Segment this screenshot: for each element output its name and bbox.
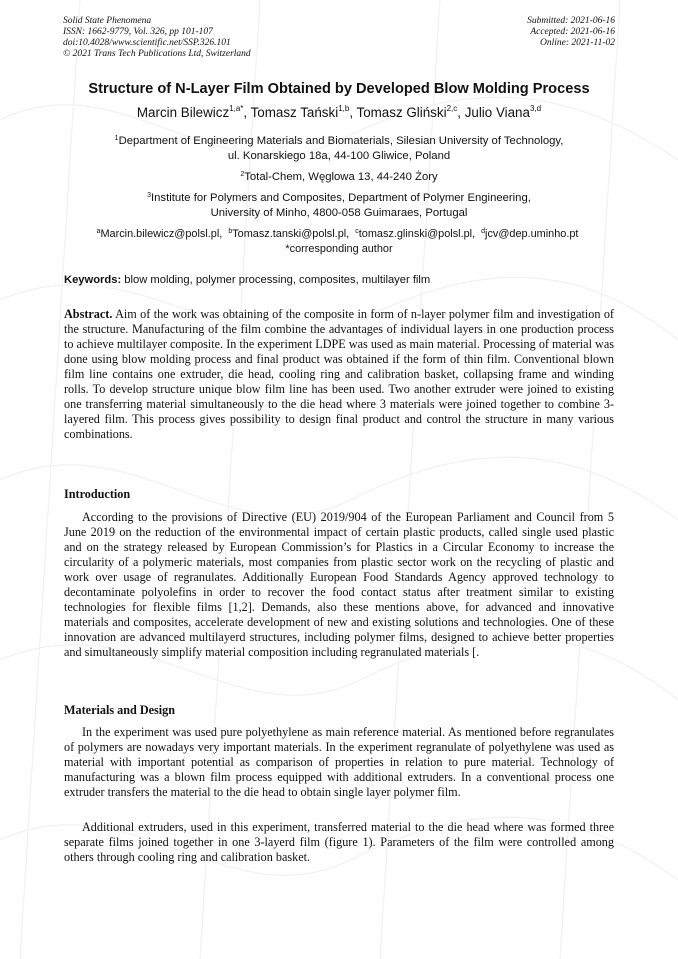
affiliation-text: Institute for Polymers and Composites, Department of Polymer Engineering, <box>151 192 531 204</box>
author-sep: , <box>243 105 251 120</box>
keywords <box>64 274 430 286</box>
affiliation-text: Total-Chem, Węglowa 13, 44-240 Żory <box>244 171 438 183</box>
introduction-paragraph: According to the provisions of Directive (EU) 2019/904 of the European Parliament and Council from 5 June 2019 on the reduction of the environmental impact of certain plastic products, called single used plastic and on the strategy released by European Commission’s for Plastics in a Circular Economy to increase the circularity of a polymeric materials, most companies from plastic sector work on the recycling of plastic and work over usage of regranulates. Additionally European Food Standards Agency approved technology to decontaminate polyolefins in order to recover the food contact status after treatment similar to existing technologies for flexible films [1,2]. Demands, also these mentions above, for advanced and innovative materials and composites, accelerate development of new and existing solutions and technologies. One of these innovation are advanced multilayerd structures, including polymer films, designed to achieve better properties and simultaneously simplify material composition including regranulated materials [. <box>64 510 614 659</box>
email-link[interactable]: tomasz.glinski@polsl.pl, <box>358 228 476 240</box>
affiliation-number: 2 <box>240 171 245 178</box>
abstract-text: Aim of the work was obtaining of the composite in form of n-layer polymer film and investigation of the structure. Manufacturing of the film combine the advantages of individual layers in one production process to achieve multilayer composite. In the experiment LDPE was used as main material. Processing of material was done using blow molding process and final product was obtained if the form of thin film. Conventional blown film line contains one extruder, die head, cooling ring and calibration basket, collapsing frame and winding rolls. To develop structure unique blow film line has been used. Two another extruder were joined to existing one transferring material simultaneously to the die head where 3 materials were joined together to combine 3-layered film. This process gives possibility to design final product and control the structure in many various combinations. <box>64 307 614 441</box>
affiliation-number: 1 <box>114 135 119 142</box>
section-heading-introduction: Introduction <box>64 487 131 501</box>
author-affil-sup: 1,b <box>338 104 350 113</box>
corresponding-note: *corresponding author <box>285 243 393 255</box>
affiliation-text: University of Minho, 4800-058 Guimaraes, Portugal <box>210 207 468 219</box>
journal-doi: doi:10.4028/www.scientific.net/SSP.326.101 <box>63 38 231 48</box>
affiliation-text: ul. Konarskiego 18a, 44-100 Gliwice, Poland <box>227 150 451 162</box>
section-heading-materials: Materials and Design <box>64 703 176 717</box>
email-link[interactable]: Marcin.bilewicz@polsl.pl, <box>100 228 223 240</box>
journal-copyright: © 2021 Trans Tech Publications Ltd, Switzerland <box>63 49 251 59</box>
email-sup: b <box>228 228 233 235</box>
affiliation-text: Department of Engineering Materials and Biomaterials, Silesian University of Technology, <box>118 135 564 147</box>
journal-info <box>63 16 251 60</box>
author-sep: , <box>349 105 357 120</box>
journal-name: Solid State Phenomena <box>63 16 152 26</box>
author-affil-sup: 2,c <box>446 104 458 113</box>
author-sep: , <box>457 105 465 120</box>
email-sup: a <box>96 228 101 235</box>
affiliation-1 <box>40 131 638 164</box>
affiliation-2 <box>40 167 638 185</box>
online-date: Online: 2021-11-02 <box>539 38 615 48</box>
email-sup: c <box>355 228 359 235</box>
materials-paragraph-1: In the experiment was used pure polyethylene as main reference material. As mentioned before regranulates of polymers are nowadays very important materials. In the experiment regranulate of polyethylene was used as material with important potential as comparison of properties in relation to pure material. Technology of manufacturing was a blown film process equipped with additional extruders. In a conventional process one extruder transfers the material to the die head to obtain single layer polymer film. <box>64 725 614 799</box>
email-link[interactable]: Tomasz.tanski@polsl.pl, <box>232 228 350 240</box>
author-affil-sup: 1,a* <box>229 104 244 113</box>
abstract-label: Abstract. <box>64 307 113 321</box>
email-sup: d <box>481 228 486 235</box>
affiliation-3 <box>40 188 638 221</box>
affiliation-number: 3 <box>147 192 152 199</box>
author-name: Tomasz Tański <box>250 105 339 120</box>
author-list <box>30 104 648 120</box>
author-name: Julio Viana <box>464 105 530 120</box>
journal-issn: ISSN: 1662-9779, Vol. 326, pp 101-107 <box>63 27 213 37</box>
materials-paragraph-2: Additional extruders, used in this experiment, transferred material to the die head where was formed three separate films joined together in one 3-layerd film (figure 1). Parameters of the film were controlled among others through cooling ring and calibration basket. <box>64 820 614 864</box>
author-affil-sup: 3,d <box>529 104 542 113</box>
abstract <box>64 307 614 442</box>
accepted-date: Accepted: 2021-06-16 <box>530 27 615 37</box>
submitted-date: Submitted: 2021-06-16 <box>527 16 615 26</box>
author-name: Marcin Bilewicz <box>136 105 230 120</box>
author-name: Tomasz Gliński <box>356 105 447 120</box>
email-list <box>40 224 638 257</box>
email-link[interactable]: jcv@dep.uminho.pt <box>485 228 579 240</box>
keywords-label: Keywords: <box>64 274 122 286</box>
publication-dates <box>527 16 615 49</box>
keywords-text: blow molding, polymer processing, composites, multilayer film <box>121 274 431 286</box>
paper-title: Structure of N-Layer Film Obtained by Developed Blow Molding Process <box>88 81 590 97</box>
